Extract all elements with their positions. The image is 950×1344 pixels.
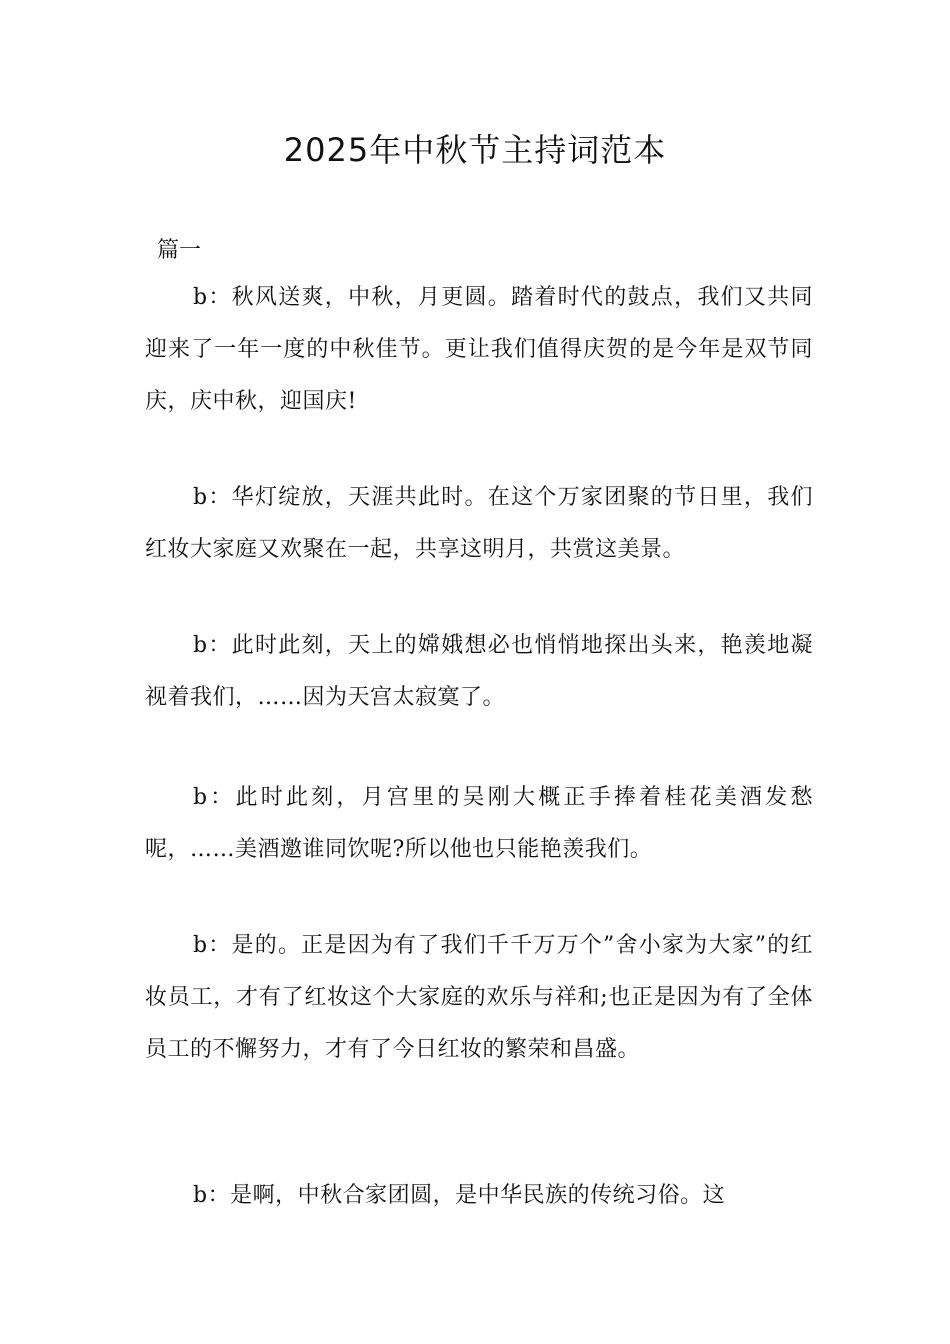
section-label: 篇一 bbox=[157, 238, 202, 263]
paragraph-6: b：是啊，中秋合家团圆，是中华民族的传统习俗。这 bbox=[193, 1183, 726, 1208]
paragraph-5: b：是的。正是因为有了我们千千万万个”舍小家为大家”的红妆员工，才有了红妆这个大家庭的欢乐与祥和;也正是因为有了全体员工的不懈努力，才有了今日红妆的繁荣和昌盛。 bbox=[145, 933, 813, 1062]
paragraph-4: b：此时此刻，月宫里的吴刚大概正手捧着桂花美酒发愁呢，……美酒邀谁同饮呢?所以他也只能艳羡我们。 bbox=[145, 785, 813, 862]
paragraph-1: b：秋风送爽，中秋，月更圆。踏着时代的鼓点，我们又共同迎来了一年一度的中秋佳节。更让我们值得庆贺的是今年是双节同庆，庆中秋，迎国庆! bbox=[145, 285, 813, 414]
paragraph-2: b：华灯绽放，天涯共此时。在这个万家团聚的节日里，我们红妆大家庭又欢聚在一起，共享这明月，共赏这美景。 bbox=[145, 485, 813, 562]
paragraph-3: b：此时此刻，天上的嫦娥想必也悄悄地探出头来，艳羡地凝视着我们，……因为天宫太寂寞了。 bbox=[145, 633, 813, 710]
document-title: 2025年中秋节主持词范本 bbox=[283, 131, 667, 169]
